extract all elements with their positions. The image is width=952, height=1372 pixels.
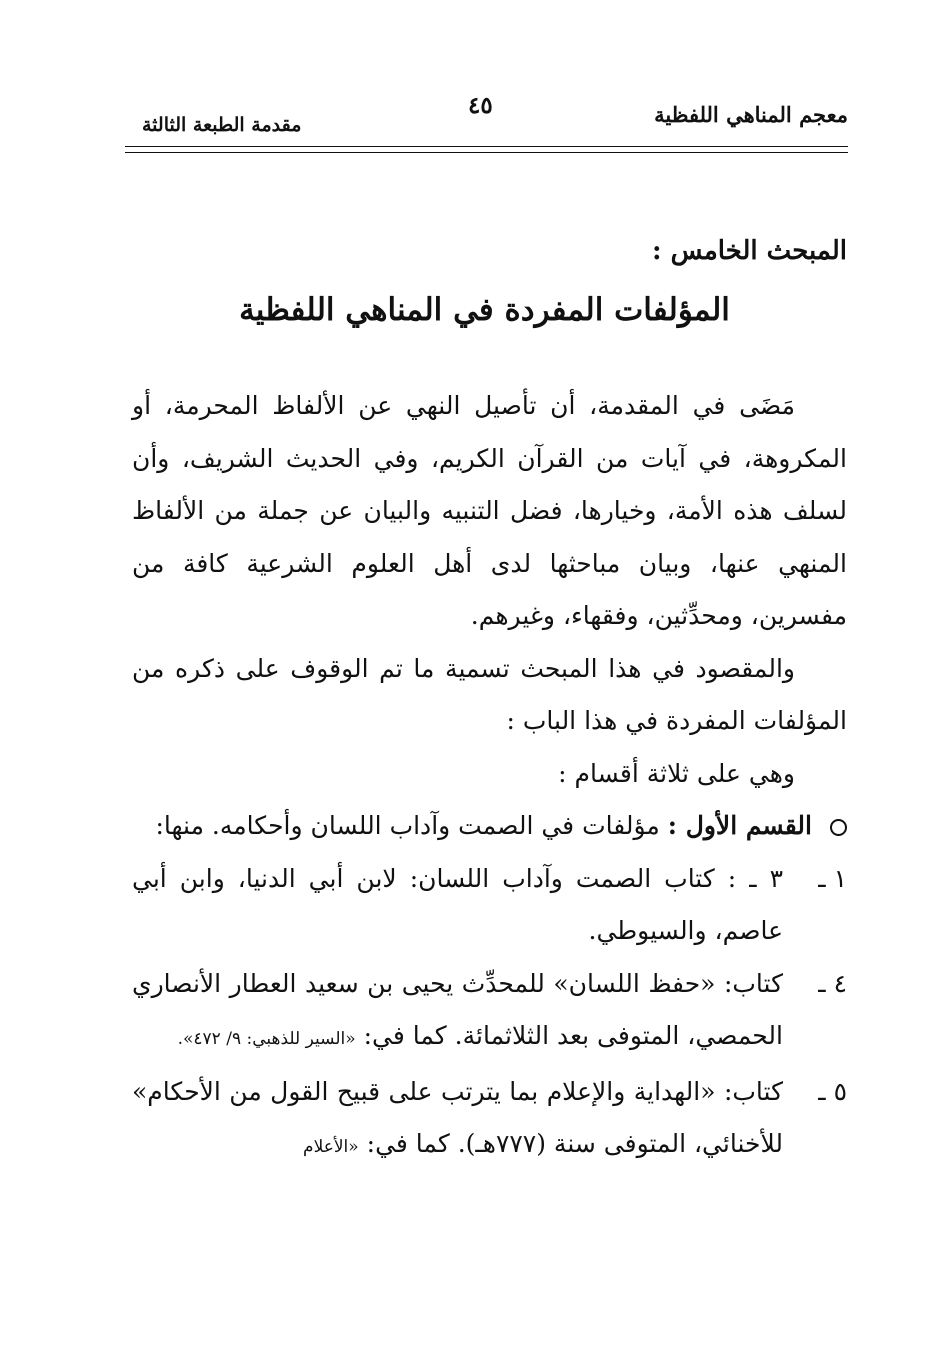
section-heading-first	[132, 800, 847, 853]
list-item	[132, 853, 847, 958]
header-book-title: معجم المناهي اللفظية	[654, 102, 848, 127]
entry-number: ١ ـ	[818, 863, 847, 893]
list-item	[132, 1066, 847, 1174]
entry-body	[132, 1066, 783, 1174]
entry-citation: «الأعلام	[303, 1137, 359, 1157]
header-rule-top	[125, 146, 848, 147]
page-number: ٤٥	[468, 92, 493, 119]
entry-text: كتاب: «حفظ اللسان» للمحدِّث يحيى بن سعيد العطار الأنصاري الحمصي، المتوفى بعد الثلاثمائة. كما في:	[132, 968, 783, 1050]
paragraph-divisions: وهي على ثلاثة أقسام :	[558, 758, 795, 788]
section-label: القسم الأول :	[667, 811, 812, 840]
chapter-title: المؤلفات المفردة في المناهي اللفظية	[239, 292, 730, 328]
page-body	[132, 226, 847, 1174]
list-item	[132, 958, 847, 1066]
paragraph-intro: مَضَى في المقدمة، أن تأصيل النهي عن الألفاظ المحرمة، أو المكروهة، في آيات من القرآن الكريم، وفي الحديث الشريف، وأن لسلف هذه الأمة، وخيارها، فضل التنبيه والبيان عن جملة من الألفاظ المنهي عنها، وبيان مباحثها لدى أهل العلوم الشرعية كافة من مفسرين، ومحدِّثين، وفقهاء، وغيرهم.	[132, 391, 847, 630]
header-section-title: مقدمة الطبعة الثالثة	[142, 114, 302, 136]
entry-text: كتاب: «الهداية والإعلام بما يترتب على قبيح القول من الأحكام» للأخنائي، المتوفى سنة (٧٧٧هـ). كما في:	[132, 1076, 783, 1158]
entry-text: ٣ ـ : كتاب الصمت وآداب اللسان: لابن أبي الدنيا، وابن أبي عاصم، والسيوطي.	[132, 863, 783, 945]
entry-number: ٤ ـ	[818, 968, 847, 998]
entry-citation: «السير للذهبي: ٩/ ٤٧٢».	[177, 1029, 356, 1049]
running-header	[128, 92, 848, 142]
circle-bullet-icon	[830, 819, 847, 836]
section-text: مؤلفات في الصمت وآداب اللسان وأحكامه. منها:	[155, 811, 660, 840]
chapter-label: المبحث الخامس :	[652, 236, 847, 266]
paragraph-purpose: والمقصود في هذا المبحث تسمية ما تم الوقوف على ذكره من المؤلفات المفردة في هذا الباب :	[132, 653, 847, 735]
entry-body	[132, 958, 783, 1066]
entry-number: ٥ ـ	[818, 1076, 847, 1106]
header-rule-bottom	[125, 152, 848, 153]
